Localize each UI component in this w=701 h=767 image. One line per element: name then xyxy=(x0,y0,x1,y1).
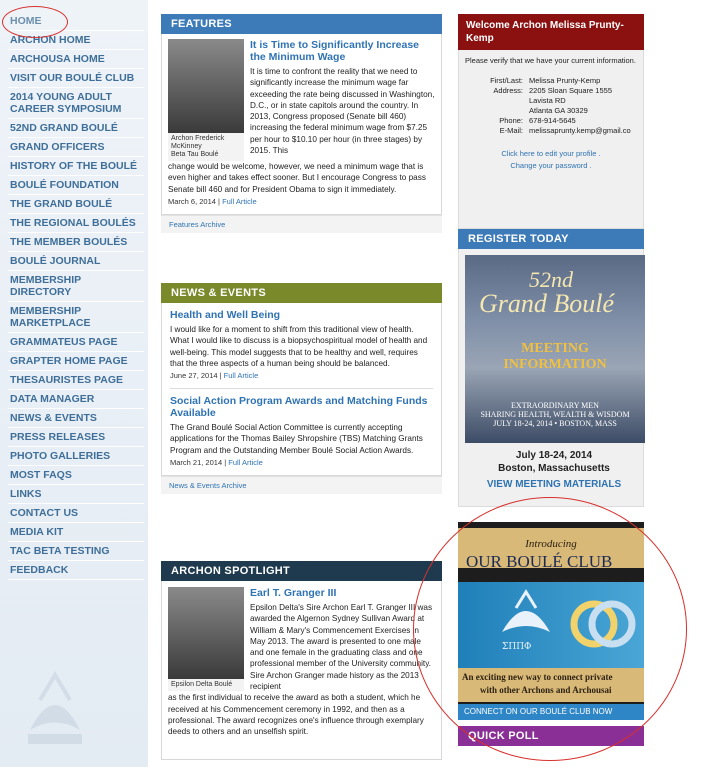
welcome-header: Welcome Archon Melissa Prunty-Kemp xyxy=(458,14,644,50)
register-body xyxy=(458,249,644,507)
banner-line1: EXTRAORDINARY MEN xyxy=(511,401,599,410)
features-body xyxy=(161,34,442,215)
banner-line3: JULY 18-24, 2014 • BOSTON, MASS xyxy=(493,419,617,428)
spotlight-photo[interactable] xyxy=(168,587,244,679)
club-line1: An exciting new way to connect private xyxy=(462,672,613,682)
sidebar-item-feedback[interactable]: FEEDBACK xyxy=(8,561,144,580)
profile-row xyxy=(465,126,637,136)
club-title: OUR BOULÉ CLUB xyxy=(466,552,613,571)
sidebar-item-archon-home[interactable]: ARCHON HOME xyxy=(8,31,144,50)
profile-label xyxy=(465,106,529,116)
quick-poll-header: QUICK POLL xyxy=(458,726,644,746)
sidebar-item-the-member-boul-s[interactable]: THE MEMBER BOULÉS xyxy=(8,233,144,252)
spotlight-text-full: as the first individual to receive the award as both a student, which he received at his Commencement ceremony in 1992, and then as a professional. The award recognizes one's influence through exemplary deeds to others and an unselfish spirit. xyxy=(168,693,424,737)
news-item2-date: March 21, 2014 | xyxy=(170,458,229,468)
feature-meta xyxy=(168,197,435,206)
profile-label: E-Mail: xyxy=(499,126,523,135)
sidebar-item-membership-marketplace[interactable]: MEMBERSHIP MARKETPLACE xyxy=(8,302,144,333)
register-panel xyxy=(458,229,644,507)
news-header: NEWS & EVENTS xyxy=(161,283,442,303)
profile-label: First/Last: xyxy=(490,76,523,85)
sidebar-item-2014-young-adult-career-symposium[interactable]: 2014 YOUNG ADULT CAREER SYMPOSIUM xyxy=(8,88,144,119)
news-item1-text: I would like for a moment to shift from this traditional view of health. What I would like to discuss is a biopsychospiritual model of health and well-being. This model suggests that to be healthy and well, requires that the three aspects of a human being should be balanced. xyxy=(170,325,428,368)
crest-watermark-icon xyxy=(20,670,90,750)
feature-date: March 6, 2014 | xyxy=(168,196,223,206)
spotlight-photo-block xyxy=(168,587,244,692)
feature-caption-name: Archon Frederick McKinney xyxy=(171,135,225,150)
sidebar-item-news-events[interactable]: NEWS & EVENTS xyxy=(8,409,144,428)
feature-photo[interactable] xyxy=(168,39,244,133)
news-item2-full-link[interactable]: Full Article xyxy=(228,458,263,468)
spotlight-body xyxy=(161,581,442,760)
news-panel xyxy=(161,283,442,494)
sidebar-item-52nd-grand-boul[interactable]: 52ND GRAND BOULÉ xyxy=(8,119,144,138)
sidebar-item-grapter-home-page[interactable]: GRAPTER HOME PAGE xyxy=(8,352,144,371)
view-meeting-materials-link[interactable]: VIEW MEETING MATERIALS xyxy=(486,479,622,490)
register-date: July 18-24, 2014 xyxy=(515,450,593,461)
news-item2 xyxy=(170,388,433,467)
banner-sub1: MEETING xyxy=(521,341,589,356)
profile-row xyxy=(465,86,637,96)
banner-num: 52nd xyxy=(529,267,573,292)
sidebar-item-grammateus-page[interactable]: GRAMMATEUS PAGE xyxy=(8,333,144,352)
profile-value: 678-914-5645 xyxy=(529,116,576,125)
profile-row xyxy=(465,116,637,126)
register-header: REGISTER TODAY xyxy=(458,229,644,249)
profile-label: Address: xyxy=(493,86,523,95)
banner-sub2: INFORMATION xyxy=(503,357,607,372)
change-password-link[interactable]: Change your password . xyxy=(510,161,592,170)
banner-line2: SHARING HEALTH, WEALTH & WISDOM xyxy=(480,410,630,419)
club-connect-button[interactable]: CONNECT ON OUR BOULÉ CLUB NOW xyxy=(458,704,644,720)
news-item1-full-link[interactable]: Full Article xyxy=(223,371,259,381)
sidebar-nav xyxy=(0,0,148,767)
welcome-body xyxy=(458,50,644,229)
club-rings-logo-icon xyxy=(568,594,638,654)
news-item2-meta xyxy=(170,458,433,467)
nav-list xyxy=(0,0,148,580)
sidebar-item-boul-foundation[interactable]: BOULÉ FOUNDATION xyxy=(8,176,144,195)
sidebar-item-data-manager[interactable]: DATA MANAGER xyxy=(8,390,144,409)
register-city: Boston, Massachusetts xyxy=(498,463,610,474)
profile-label: Phone: xyxy=(499,116,523,125)
feature-text-beside: It is time to confront the reality that we need to significantly increase the minimum wage far exceeding the rate being discussed in Washington, D.C., or in state capitols around the country. In 2013, Congress proposed (Senate bill 460) increasing the federal minimum wage from $7.25 per hour to $10.10 per hour (in three stages) by 2015. This xyxy=(250,67,435,156)
grand-boule-banner[interactable] xyxy=(465,255,645,443)
profile-value: Atlanta GA 30329 xyxy=(529,106,588,115)
profile-label xyxy=(465,96,529,106)
welcome-panel xyxy=(458,14,644,229)
profile-details xyxy=(465,76,637,136)
boule-club-banner[interactable] xyxy=(458,522,644,720)
features-header: FEATURES xyxy=(161,14,442,34)
news-item1-date: June 27, 2014 | xyxy=(170,371,224,381)
sidebar-item-history-of-the-boul[interactable]: HISTORY OF THE BOULÉ xyxy=(8,157,144,176)
profile-value: Melissa Prunty-Kemp xyxy=(529,76,601,85)
news-item1-meta xyxy=(170,371,433,380)
sidebar-item-tac-beta-testing[interactable]: TAC BETA TESTING xyxy=(8,542,144,561)
sidebar-item-press-releases[interactable]: PRESS RELEASES xyxy=(8,428,144,447)
sidebar-item-boul-journal[interactable]: BOULÉ JOURNAL xyxy=(8,252,144,271)
sidebar-item-visit-our-boul-club[interactable]: VISIT OUR BOULÉ CLUB xyxy=(8,69,144,88)
spotlight-header: ARCHON SPOTLIGHT xyxy=(161,561,442,581)
sidebar-item-contact-us[interactable]: CONTACT US xyxy=(8,504,144,523)
features-archive-link[interactable]: Features Archive xyxy=(161,215,442,233)
welcome-intro: Please verify that we have your current information. xyxy=(465,56,636,65)
sidebar-item-links[interactable]: LINKS xyxy=(8,485,144,504)
sidebar-item-membership-directory[interactable]: MEMBERSHIP DIRECTORY xyxy=(8,271,144,302)
sidebar-item-photo-galleries[interactable]: PHOTO GALLERIES xyxy=(8,447,144,466)
profile-row xyxy=(465,106,637,116)
feature-photo-block xyxy=(168,39,244,161)
sidebar-item-home[interactable]: HOME xyxy=(8,12,144,31)
profile-row xyxy=(465,96,637,106)
club-line2: with other Archons and Archousai xyxy=(480,685,612,695)
edit-profile-link[interactable]: Click here to edit your profile . xyxy=(501,149,601,158)
features-panel xyxy=(161,14,442,233)
feature-caption-sub: Beta Tau Boulé xyxy=(171,151,219,158)
sidebar-item-the-regional-boul-s[interactable]: THE REGIONAL BOULÉS xyxy=(8,214,144,233)
spotlight-panel xyxy=(161,561,442,760)
profile-row xyxy=(465,76,637,86)
feature-title-link[interactable]: It is Time to Significantly Increase the Minimum Wage xyxy=(250,39,420,63)
spotlight-caption: Epsilon Delta Boulé xyxy=(168,679,244,691)
club-introducing: Introducing xyxy=(525,538,577,550)
profile-value: melissaprunty.kemp@gmail.co xyxy=(529,126,631,135)
feature-full-article-link[interactable]: Full Article xyxy=(222,196,257,206)
spotlight-text-beside: Epsilon Delta's Sire Archon Earl T. Granger III was awarded the Algernon Sydney Sullivan Award at William & Mary's Commencement Exercises in May 2013. The award is presented to one male and one female in the graduating class and one professional member of the University community. Sire Archon Granger made history as the 2013 recipient xyxy=(250,603,433,692)
spotlight-title-link[interactable]: Earl T. Granger III xyxy=(250,587,337,599)
sidebar-item-grand-officers[interactable]: GRAND OFFICERS xyxy=(8,138,144,157)
club-greek: ΣΠΠΦ xyxy=(502,642,532,652)
sidebar-item-the-grand-boul[interactable]: THE GRAND BOULÉ xyxy=(8,195,144,214)
sidebar-item-most-faqs[interactable]: MOST FAQS xyxy=(8,466,144,485)
news-item2-title-link[interactable]: Social Action Program Awards and Matching Funds Available xyxy=(170,395,428,420)
news-body xyxy=(161,303,442,476)
profile-value: Lavista RD xyxy=(529,96,566,105)
sidebar-item-thesauristes-page[interactable]: THESAURISTES PAGE xyxy=(8,371,144,390)
sidebar-item-media-kit[interactable]: MEDIA KIT xyxy=(8,523,144,542)
news-item1-title-link[interactable]: Health and Well Being xyxy=(170,309,281,321)
news-item2-text: The Grand Boulé Social Action Committee is currently accepting applications for the Thomas Bailey Shropshire (TBS) Matching Grants Program and the Outstanding Member Boulé Social Action Awards. xyxy=(170,423,423,455)
news-archive-link[interactable]: News & Events Archive xyxy=(161,476,442,494)
sidebar-item-archousa-home[interactable]: ARCHOUSA HOME xyxy=(8,50,144,69)
banner-title: Grand Boulé xyxy=(479,289,615,318)
profile-value: 2205 Sloan Square 1555 xyxy=(529,86,612,95)
feature-text-full: change would be welcome, however, we need a minimum wage that is even higher and takes effect sooner. But I encourage Congress to pass Senate bill 460 and for President Obama to sign it immediately. xyxy=(168,162,426,194)
